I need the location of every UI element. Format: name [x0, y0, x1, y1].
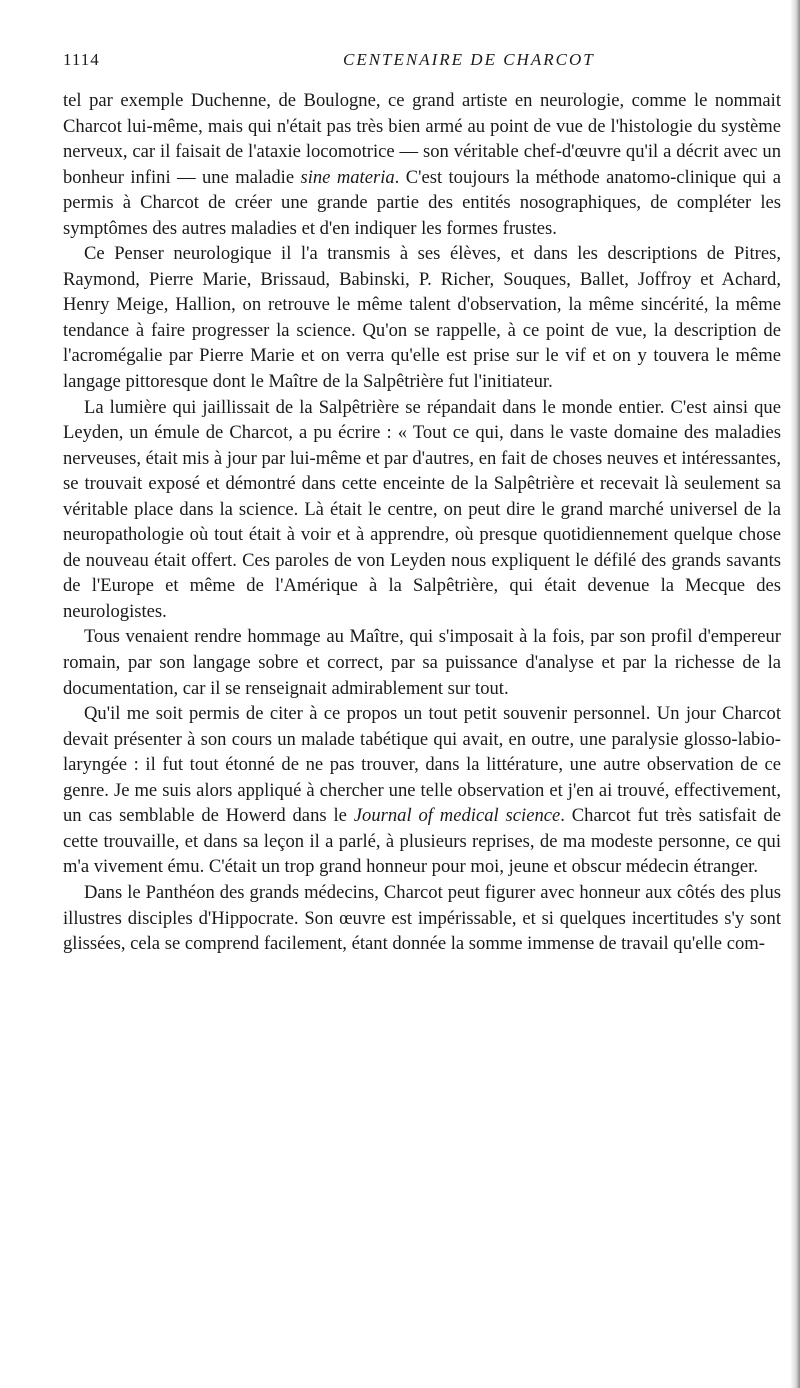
- italic-journal-title: Journal of medical science: [353, 805, 561, 827]
- paragraph-1-text-a: tel par exemple Duchenne, de Boulogne, ce grand artiste en neurologie, comme le nommait Charcot lui-même, mais qui n'était pas très bien armé au point de vue de l'histologie du système nerveux, car il faisait de l'ataxie locomotrice — son véritable chef-d'œuvre qu'il a décrit avec un bonheur infini — une maladie: [63, 90, 781, 188]
- paragraph-2: Ce Penser neurologique il l'a transmis à ses élèves, et dans les descriptions de Pitres, Raymond, Pierre Marie, Brissaud, Babinski, P. Richer, Souques, Ballet, Joffroy et Achard, Henry Meige, Hallion, on retrouve le même talent d'observation, la même sincérité, la même tendance à faire progresser la science. Qu'on se rappelle, à ce point de vue, la description de l'acromégalie par Pierre Marie et on verra qu'elle est prise sur le vif et on y touvera le même langage pittoresque dont le Maître de la Salpêtrière fut l'initiateur.: [63, 243, 781, 393]
- running-title: CENTENAIRE DE CHARCOT: [343, 50, 595, 69]
- paragraph-3: La lumière qui jaillissait de la Salpêtrière se répandait dans le monde entier. C'est ainsi que Leyden, un émule de Charcot, a pu écrire : « Tout ce qui, dans le vaste domaine des maladies nerveuses, était mis à jour par lui-même et par d'autres, en fait de choses neuves et intéressantes, se trouvait exposé et démontré dans cette enceinte de la Salpêtrière et recevait là seulement sa véritable place dans la science. Là était le centre, on peut dire le grand marché universel de la neuropathologie où tout était à voir et à apprendre, où presque quotidiennement quelque chose de nouveau était offert. Ces paroles de von Leyden nous expliquent le défilé des grands savants de l'Europe et même de l'Amérique à la Salpêtrière, qui était devenue la Mecque des neurologistes.: [63, 396, 781, 622]
- italic-sine-materia: sine materia: [300, 166, 395, 188]
- paragraph-5-text-a: Qu'il me soit permis de citer à ce propos un tout petit souvenir personnel. Un jour Charcot devait présenter à son cours un malade tabétique qui avait, en outre, une paralysie glosso-labio-laryngée : il fut tout étonné de ne pas trouver, dans la littérature, une autre observation de ce genre. Je me suis alors appliqué à chercher une telle observation et j'en ai trouvé, effectivement, un cas semblable de Howerd dans le: [63, 703, 781, 827]
- body-text: [63, 88, 781, 957]
- paragraph-4: Tous venaient rendre hommage au Maître, qui s'imposait à la fois, par son profil d'empereur romain, par son langage sobre et correct, par sa puissance d'analyse et par la richesse de la documentation, car il se renseignait admirablement sur tout.: [63, 626, 781, 699]
- paragraph-1-text-b: . C'est toujours la méthode anatomo-clinique qui a permis à Charcot de créer une grande partie des entités nosographiques, de compléter les symptômes des autres maladies et d'en indiquer les formes frustes.: [63, 166, 781, 239]
- paragraph-5: [63, 701, 781, 880]
- paragraph-1: [63, 88, 781, 241]
- paragraph-5-text-b: . Charcot fut très satisfait de cette trouvaille, et dans sa leçon il a parlé, à plusieurs reprises, de ma modeste personne, ce qui m'a vivement ému. C'était un trop grand honneur pour moi, jeune et obscur médecin étranger.: [63, 805, 782, 878]
- page-number: 1114: [63, 50, 100, 69]
- paragraph-6: Dans le Panthéon des grands médecins, Charcot peut figurer avec honneur aux côtés des plus illustres disciples d'Hippocrate. Son œuvre est impérissable, et si quelques incertitudes s'y sont glissées, cela se comprend facilement, étant donnée la somme immense de travail qu'elle com-: [63, 881, 781, 955]
- page-header: [63, 50, 763, 76]
- page-edge-shadow: [790, 0, 800, 1388]
